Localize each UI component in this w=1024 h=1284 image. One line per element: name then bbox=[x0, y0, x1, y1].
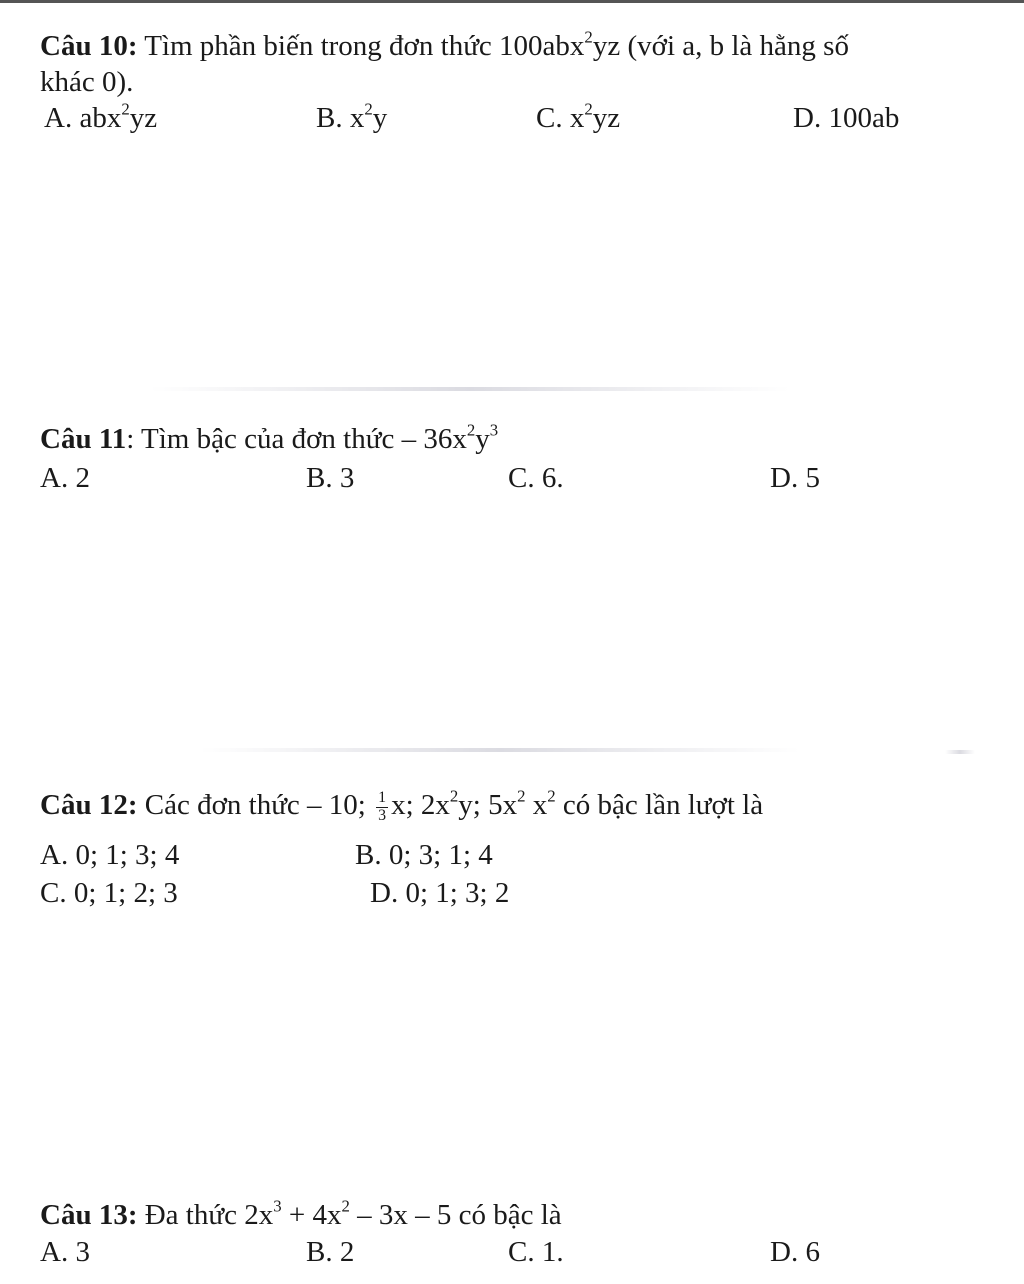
q11-option-b[interactable]: B. 3 bbox=[306, 462, 355, 494]
q10-option-b[interactable]: B. $x^2y$ bbox=[316, 99, 388, 134]
q12-option-a[interactable]: A. 0; 1; 3; 4 bbox=[40, 839, 180, 871]
q12-option-c[interactable]: C. 0; 1; 2; 3 bbox=[40, 877, 178, 909]
q12-text: Câu 12: Các đơn thức – 10; $\frac{1}{3}$ x; $2x^2y$; $5x^2$ $x^2$ có bậc lần lượt là bbox=[40, 786, 764, 824]
q10-title: Câu 10: bbox=[40, 30, 138, 62]
q13-title: Câu 13: bbox=[40, 1199, 138, 1231]
q11-text: Câu 11: Tìm bậc của đơn thức – $36x^2y^3$ bbox=[40, 420, 499, 455]
q13-option-a[interactable]: A. 3 bbox=[40, 1236, 90, 1268]
q13-option-d[interactable]: D. 6 bbox=[770, 1236, 820, 1268]
fraction: $\frac{1}{3}$ bbox=[378, 789, 387, 824]
section-divider bbox=[200, 748, 800, 752]
section-divider bbox=[945, 750, 975, 754]
q13-text: Câu 13: Đa thức $2x^3 + 4x^2 - 3x - 5$ có bậc là bbox=[40, 1196, 562, 1231]
q10-text-line2: khác 0). bbox=[40, 66, 134, 98]
q10-option-a[interactable]: A. abx$^2$yz bbox=[44, 99, 158, 134]
q11-option-d[interactable]: D. 5 bbox=[770, 462, 820, 494]
q13-option-c[interactable]: C. 1. bbox=[508, 1236, 564, 1268]
top-border bbox=[0, 0, 1024, 3]
q11-option-c[interactable]: C. 6. bbox=[508, 462, 564, 494]
q11-option-a[interactable]: A. 2 bbox=[40, 462, 90, 494]
q10-option-c[interactable]: C. $x^2yz$ bbox=[536, 99, 621, 134]
q10-text: Câu 10: Tìm phần biến trong đơn thức 100abx$^2$yz (với a, b là hằng số bbox=[40, 27, 849, 62]
q12-option-d[interactable]: D. 0; 1; 3; 2 bbox=[370, 877, 510, 909]
q12-title: Câu 12: bbox=[40, 788, 138, 821]
q13-option-b[interactable]: B. 2 bbox=[306, 1236, 355, 1268]
q11-title: Câu 11 bbox=[40, 423, 127, 455]
section-divider bbox=[150, 387, 790, 391]
q12-option-b[interactable]: B. 0; 3; 1; 4 bbox=[355, 839, 493, 871]
q10-option-d[interactable]: D. 100ab bbox=[793, 102, 900, 134]
